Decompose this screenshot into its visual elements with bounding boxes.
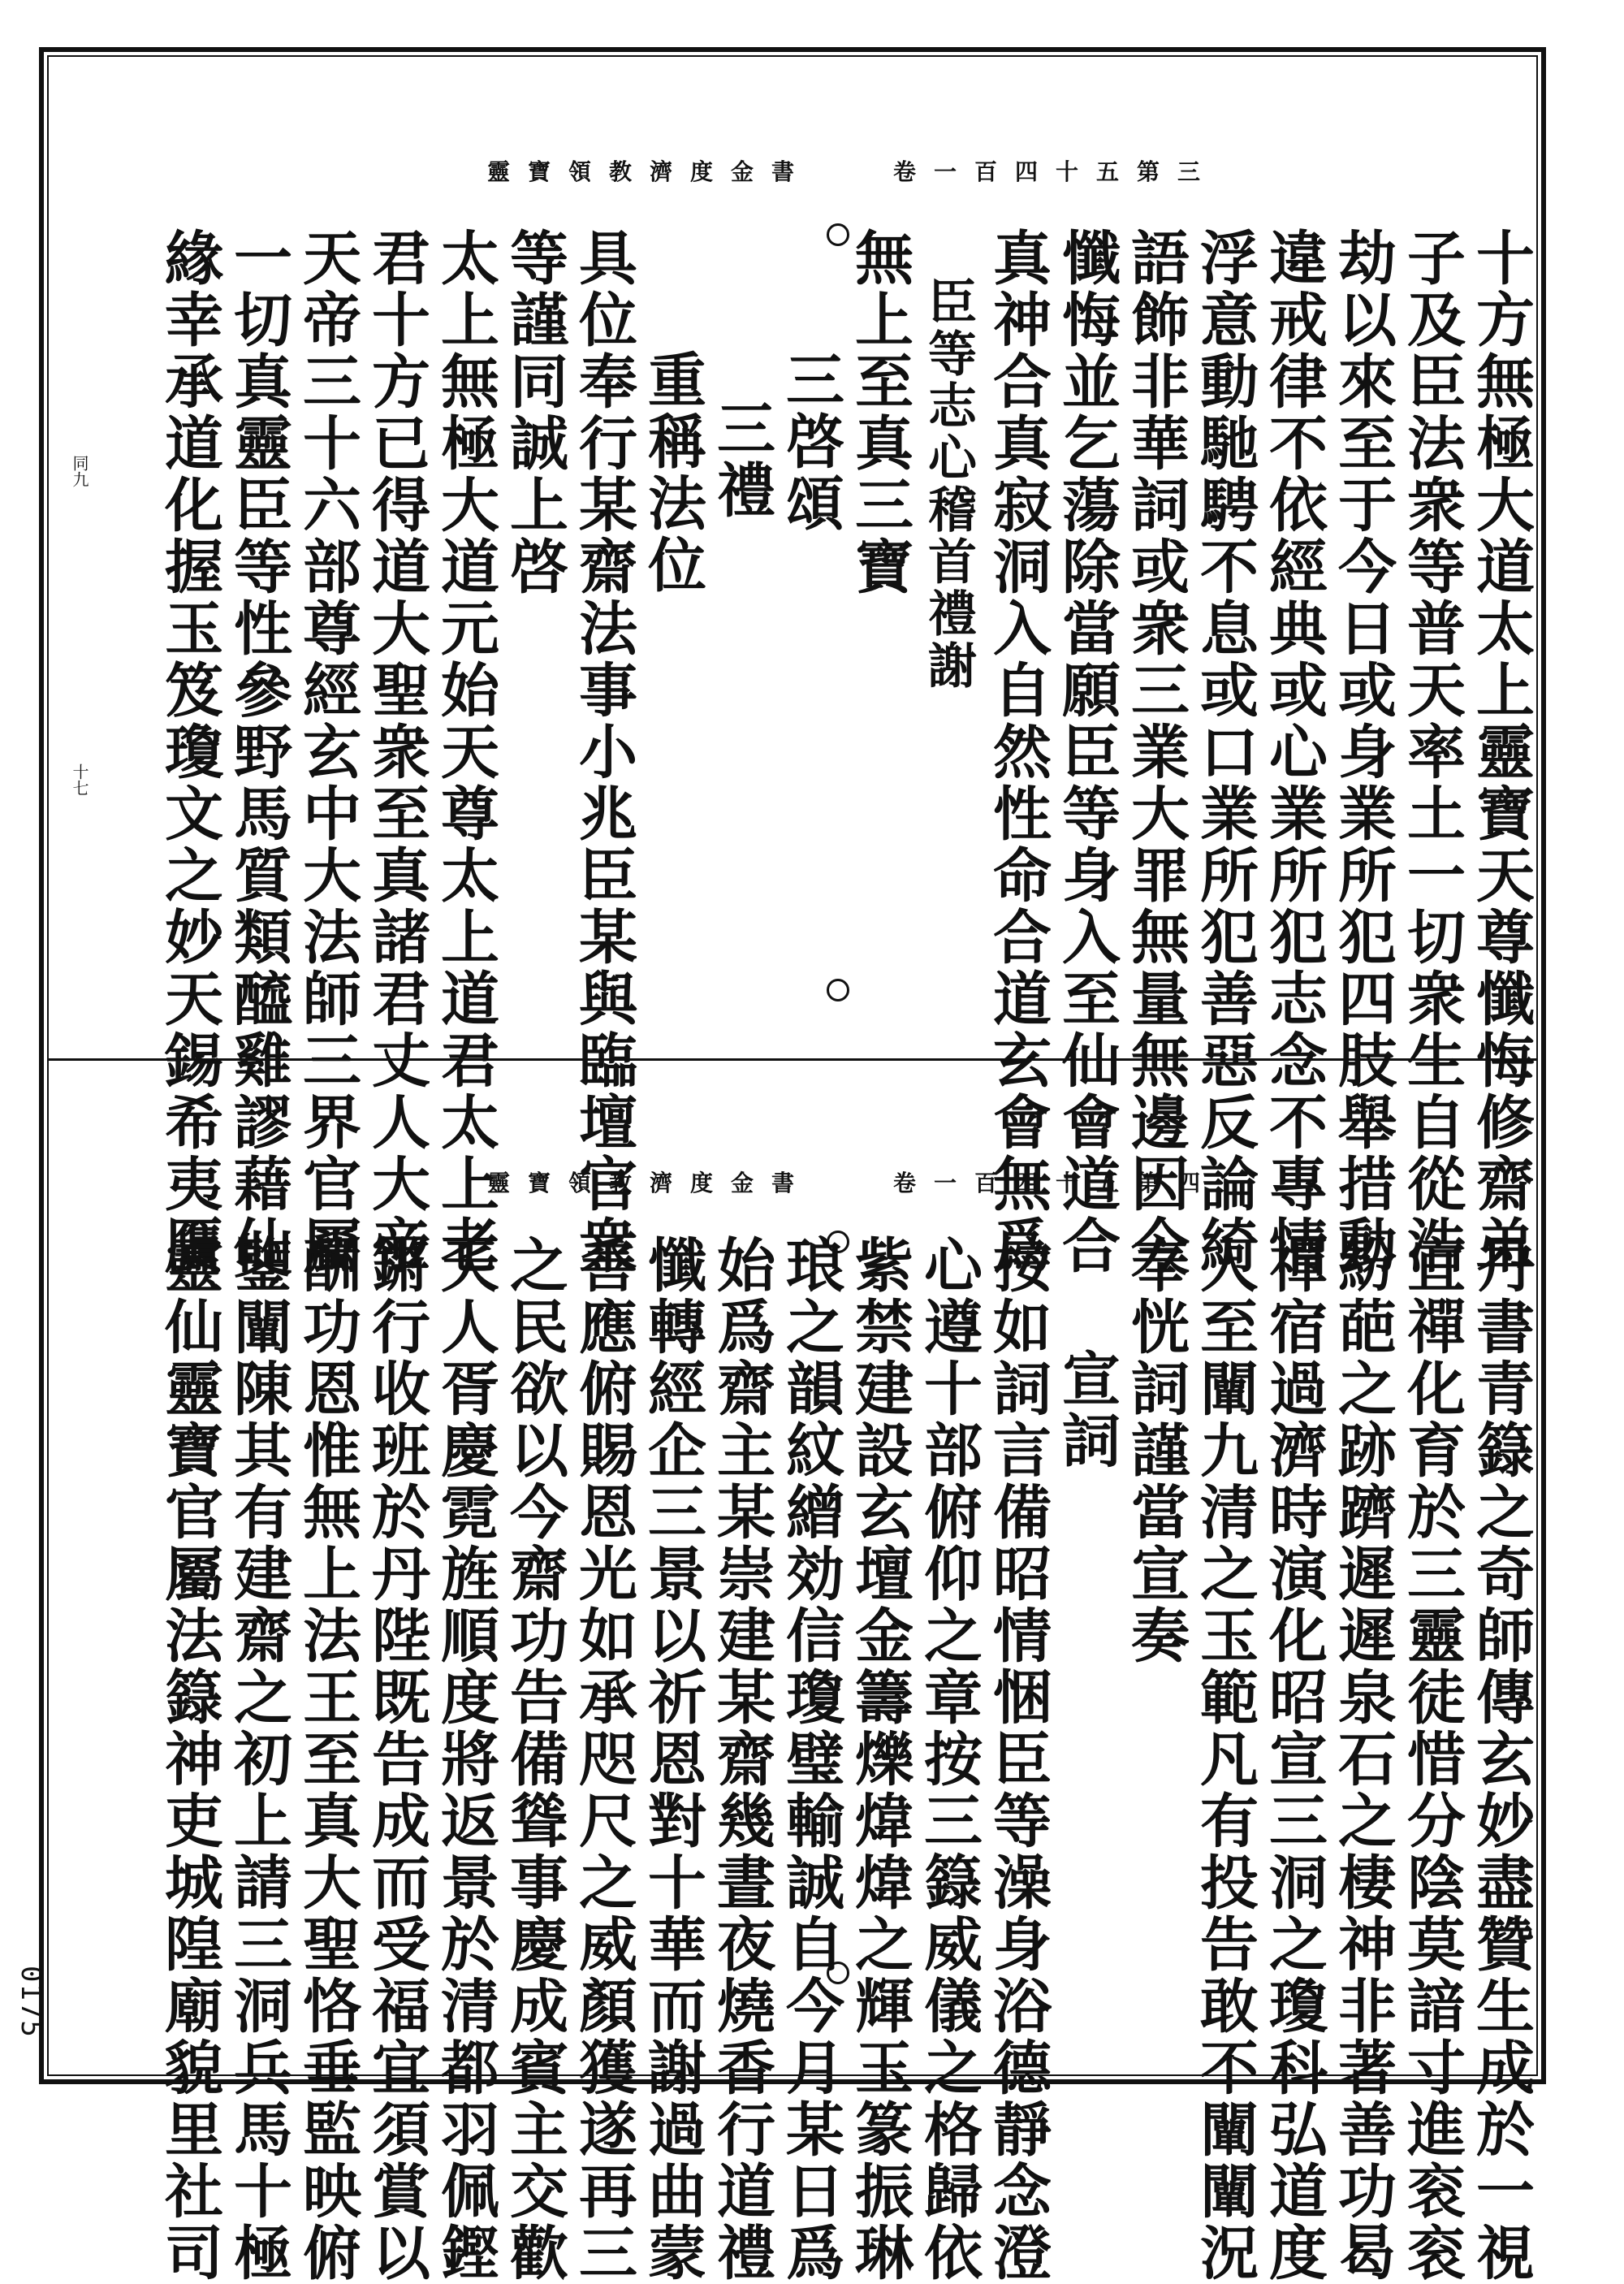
- top-col-4: 違戒律不依經典或心業所犯志念不專情: [1259, 227, 1328, 1277]
- margin-note-1: 同九: [70, 455, 89, 487]
- bottom-col-2: 宜禪化育於三靈徒惜分陰莫諳寸進衮衮: [1397, 1235, 1466, 2284]
- top-col-3: 劫以來至于今日或身業所犯四肢舉措動: [1328, 227, 1397, 1277]
- top-col-13: 重稱法位: [638, 349, 707, 596]
- top-col-15: 等謹同誠上啓: [500, 227, 569, 598]
- bottom-col-11: 琅之韻紋繒効信瓊璧輸誠自今月某日爲: [776, 1235, 845, 2284]
- page-number: 0175: [15, 1966, 47, 2039]
- top-col-16: 太上無極大道元始天尊太上道君太上老: [431, 227, 500, 1277]
- top-col-8: 真神合真寂洞入自然性命合道玄會無爲: [983, 227, 1052, 1277]
- bottom-col-19: 鑒闡陳其有建齋之初上請三洞兵馬十極: [224, 1235, 293, 2284]
- bottom-col-5: 人至闡九清之玉範凡有投告敢不闡闡況: [1190, 1235, 1259, 2284]
- bottom-col-1: 丹書青籙之奇師傳玄妙盡贊生成於一視: [1466, 1235, 1535, 2284]
- bottom-col-16: 天人胥慶霓旌順度將返景於清都羽佩鏗: [431, 1235, 500, 2284]
- bottom-col-18: 酬功恩惟無上法王至真大聖恪垂監映俯: [293, 1235, 362, 2284]
- bottom-col-4: 禪宿過濟時演化昭宣三洞之瓊科弘道度: [1259, 1235, 1328, 2284]
- bottom-col-3: 紛葩之跡躋遲遲泉石之棲神非著善功曷: [1328, 1235, 1397, 2284]
- top-col-9: 臣等志心稽首禮謝: [920, 276, 977, 692]
- circle-mark: [827, 223, 849, 246]
- bottom-col-6: 奉恍詞謹當宣奏: [1121, 1235, 1190, 1667]
- top-page-header: 靈寶領教濟度金書 卷一百四十五第三: [487, 158, 1219, 185]
- top-col-18: 天帝三十六部尊經玄中大法師三界官屬: [293, 227, 362, 1277]
- bottom-col-17: 鏘行收班於丹陛既告成而受福宜須賞以: [362, 1235, 431, 2284]
- bottom-col-13: 懺轉經企三景以祈恩對十華而謝過曲蒙: [638, 1235, 707, 2284]
- bottom-col-9: 心遵十部俯仰之章按三籙威儀之格歸依: [914, 1235, 983, 2284]
- top-col-17: 君十方已得道大聖衆至真諸君丈人大帝: [362, 227, 431, 1277]
- top-col-2: 子及臣法衆等普天率土一切衆生自從浩: [1397, 227, 1466, 1277]
- top-col-20: 緣幸承道化握玉笈瓊文之妙天錫希夷贋: [155, 227, 224, 1277]
- bottom-col-8: 按如詞言備昭情悃臣等澡身浴德靜念澄: [983, 1235, 1052, 2284]
- bottom-col-15: 之民欲以今齋功告備聳事慶成賓主交歡: [500, 1235, 569, 2284]
- bottom-col-7: 宣詞: [1052, 1348, 1121, 1472]
- bottom-col-20: 靈仙靈寶官屬法籙神吏城隍廟貌里社司: [155, 1235, 224, 2284]
- top-col-5: 浮意動馳騁不息或口業所犯善惡反論綺: [1190, 227, 1259, 1277]
- bottom-col-14: 善應俯賜恩光如承咫尺之威顏獲遂再三: [569, 1235, 638, 2284]
- bottom-col-10: 紫禁建設玄壇金籌爍煒煒之輝玉篆振琳: [845, 1235, 914, 2284]
- circle-mark: [827, 1231, 849, 1253]
- top-col-14: 具位奉行某齋法事小兆臣某與臨壇官衆: [569, 227, 638, 1277]
- top-col-6: 語飾非華詞或衆三業大罪無量無邊因今: [1121, 227, 1190, 1277]
- margin-note-2: 十七: [70, 763, 89, 796]
- top-col-12: 三禮: [707, 398, 776, 521]
- bottom-page-header: 靈寶領教濟度金書 卷一百四十五第四: [487, 1170, 1219, 1196]
- top-col-10: 無上至真三寶: [845, 227, 914, 598]
- top-col-11: 三啓頌: [776, 349, 845, 534]
- bottom-col-12: 始爲齋主某崇建某齋幾晝夜燒香行道禮: [707, 1235, 776, 2284]
- top-col-7: 懺悔並乞蕩除當願臣等身入至仙會道合: [1052, 227, 1121, 1277]
- circle-mark: [827, 1962, 849, 1984]
- top-col-1: 十方無極大道太上靈寶天尊懺悔修齋弟: [1466, 227, 1535, 1277]
- top-col-19: 一切真靈臣等性參野馬質類醯雞謬藉仙: [224, 227, 293, 1277]
- circle-mark: [827, 979, 849, 1001]
